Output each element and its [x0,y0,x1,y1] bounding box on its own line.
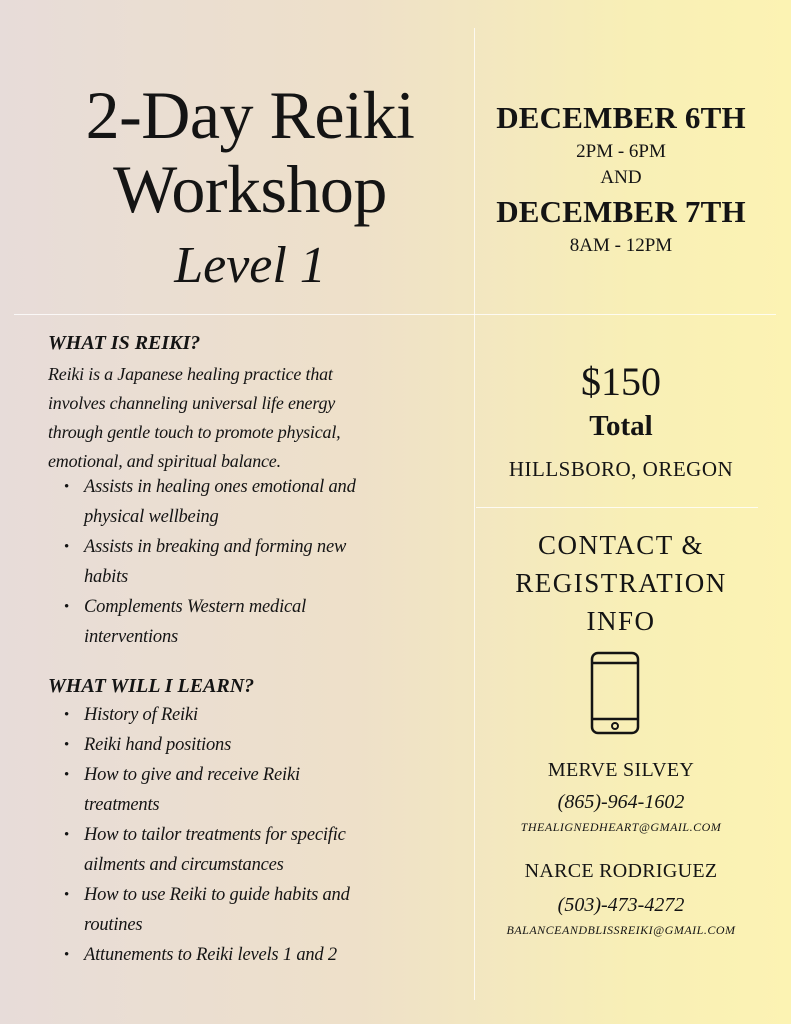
price-total-label: Total [589,410,653,442]
what-is-paragraph [48,360,378,476]
title-line-1: 2-Day Reiki [85,77,415,153]
list-item: • Attunements to Reiki levels 1 and 2 [64,940,404,970]
learn-heading: WHAT WILL I LEARN? [48,675,255,697]
smartphone-icon [590,651,640,735]
schedule [476,100,766,258]
list-item: • History of Reiki [64,700,404,730]
list-item: • Complements Western medical interventions [64,592,404,652]
location: HILLSBORO, OREGON [508,457,734,481]
what-is-bullets [64,472,404,652]
pricing [476,360,766,482]
header-divider [14,314,776,315]
what-is-heading: WHAT IS REIKI? [48,332,201,354]
list-item: • How to tailor treatments for specific ailments and circumstances [64,820,404,880]
contact-name: MERVE SILVEY [547,759,695,781]
contact-email[interactable]: BALANCEANDBLISSREIKI@GMAIL.COM [506,923,736,937]
paragraph-line: involves channeling universal life energy [48,393,336,413]
and-text: AND [600,167,642,188]
contact-person-1 [476,758,766,835]
time-day2: 8AM - 12PM [569,235,673,256]
title-level: Level 1 [174,237,326,294]
contact-phone[interactable]: (865)-964-1602 [557,791,685,813]
contact-person-2 [476,859,766,938]
time-day1: 2PM - 6PM [576,141,666,162]
list-item: • How to give and receive Reiki treatments [64,760,404,820]
paragraph-line: Reiki is a Japanese healing practice that [48,364,333,384]
date-day2: DECEMBER 7TH [496,194,746,229]
price: $150 [581,359,661,404]
date-day1: DECEMBER 6TH [496,100,746,135]
contact-email[interactable]: THEALIGNEDHEART@GMAIL.COM [520,820,722,834]
list-item: • Assists in breaking and forming new habits [64,532,404,592]
vertical-divider [474,28,475,1000]
learn-bullets [64,700,404,970]
title-line-2: Workshop [113,151,387,227]
paragraph-line: emotional, and spiritual balance. [48,451,281,471]
price-divider [476,507,758,508]
paragraph-line: through gentle touch to promote physical, [48,422,341,442]
contact-phone[interactable]: (503)-473-4272 [557,894,685,916]
contact-name: NARCE RODRIGUEZ [524,860,718,882]
contact-heading: CONTACT & REGISTRATION INFO [515,530,727,636]
list-item: • Reiki hand positions [64,730,404,760]
list-item: • How to use Reiki to guide habits and routines [64,880,404,940]
list-item: • Assists in healing ones emotional and physical wellbeing [64,472,404,532]
